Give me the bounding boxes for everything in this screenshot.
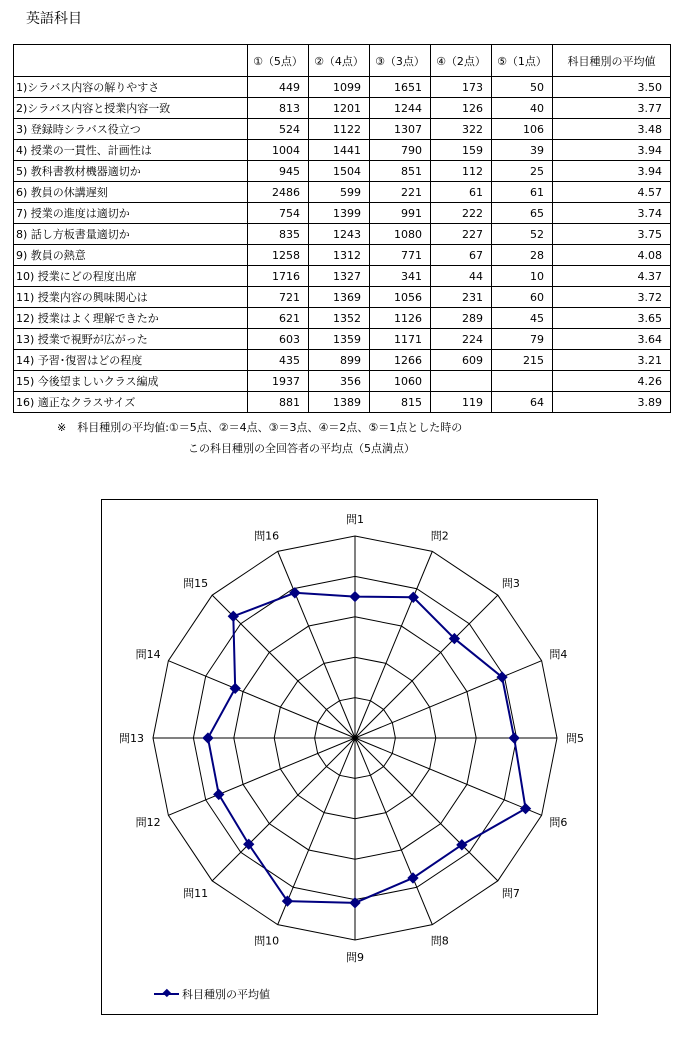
count-3pt: 1056: [370, 287, 431, 308]
col-header-3pt: ③（3点）: [370, 45, 431, 77]
count-5pt: 835: [248, 224, 309, 245]
count-5pt: 603: [248, 329, 309, 350]
count-3pt: 815: [370, 392, 431, 413]
table-row: [14, 98, 671, 119]
legend-marker-icon: [163, 989, 171, 997]
count-2pt: 227: [431, 224, 492, 245]
row-average: 3.94: [553, 140, 671, 161]
count-4pt: 1389: [309, 392, 370, 413]
count-1pt: 106: [492, 119, 553, 140]
col-header-4pt: ②（4点）: [309, 45, 370, 77]
count-5pt: 1258: [248, 245, 309, 266]
count-4pt: 1201: [309, 98, 370, 119]
axis-label: 問7: [501, 886, 520, 900]
count-2pt: 222: [431, 203, 492, 224]
footnote-line-2: この科目種別の全回答者の平均点（5点満点）: [188, 442, 415, 455]
count-4pt: 1312: [309, 245, 370, 266]
count-2pt: 61: [431, 182, 492, 203]
count-2pt: 322: [431, 119, 492, 140]
table-row: [14, 182, 671, 203]
table-row: [14, 77, 671, 98]
row-label: 8) 話し方板書量適切か: [14, 224, 248, 245]
row-label: 4) 授業の一貫性、計画性は: [14, 140, 248, 161]
count-1pt: [492, 371, 553, 392]
row-average: 3.77: [553, 98, 671, 119]
table-row: [14, 140, 671, 161]
count-2pt: 173: [431, 77, 492, 98]
table-row: [14, 329, 671, 350]
count-5pt: 524: [248, 119, 309, 140]
count-2pt: 126: [431, 98, 492, 119]
chart-legend: [154, 987, 270, 1001]
radar-chart: [102, 500, 599, 1016]
axis-label: 問11: [183, 886, 209, 900]
count-3pt: 1244: [370, 98, 431, 119]
data-point-marker: [202, 732, 213, 743]
row-label: 2)シラバス内容と授業内容一致: [14, 98, 248, 119]
row-label: 6) 教員の休講遅刻: [14, 182, 248, 203]
table-row: [14, 287, 671, 308]
data-point-marker: [407, 872, 418, 883]
count-4pt: 1504: [309, 161, 370, 182]
count-3pt: 1307: [370, 119, 431, 140]
count-5pt: 2486: [248, 182, 309, 203]
row-label: 1)シラバス内容の解りやすさ: [14, 77, 248, 98]
row-average: 3.50: [553, 77, 671, 98]
row-average: 4.08: [553, 245, 671, 266]
count-2pt: 119: [431, 392, 492, 413]
count-3pt: 341: [370, 266, 431, 287]
row-label: 7) 授業の進度は適切か: [14, 203, 248, 224]
axis-label: 問2: [430, 529, 449, 543]
table-header-row: [14, 45, 671, 77]
row-label: 10) 授業にどの程度出席: [14, 266, 248, 287]
results-table: [13, 44, 671, 413]
table-row: [14, 224, 671, 245]
axis-label: 問10: [254, 934, 280, 948]
count-3pt: 221: [370, 182, 431, 203]
data-point-marker: [509, 732, 520, 743]
table-row: [14, 350, 671, 371]
axis-label: 問8: [430, 934, 449, 948]
count-3pt: 1060: [370, 371, 431, 392]
count-4pt: 1399: [309, 203, 370, 224]
count-3pt: 851: [370, 161, 431, 182]
axis-spoke: [278, 738, 355, 925]
row-average: 3.21: [553, 350, 671, 371]
row-label: 15) 今後望ましいクラス編成: [14, 371, 248, 392]
axis-spoke: [355, 595, 498, 738]
data-point-marker: [230, 683, 241, 694]
axis-spoke: [355, 738, 542, 815]
col-header-average: 科目種別の平均値: [553, 45, 671, 77]
count-4pt: 1099: [309, 77, 370, 98]
count-1pt: 40: [492, 98, 553, 119]
count-1pt: 50: [492, 77, 553, 98]
data-point-marker: [213, 789, 224, 800]
row-label: 9) 教員の熱意: [14, 245, 248, 266]
count-5pt: 754: [248, 203, 309, 224]
count-5pt: 621: [248, 308, 309, 329]
count-1pt: 64: [492, 392, 553, 413]
row-average: 4.37: [553, 266, 671, 287]
axis-label: 問1: [346, 513, 364, 526]
count-3pt: 991: [370, 203, 431, 224]
axis-label: 問3: [501, 577, 520, 591]
count-5pt: 813: [248, 98, 309, 119]
data-point-marker: [349, 591, 360, 602]
count-4pt: 356: [309, 371, 370, 392]
axis-label: 問13: [119, 732, 144, 745]
col-header-5pt: ①（5点）: [248, 45, 309, 77]
count-4pt: 1369: [309, 287, 370, 308]
radar-chart-frame: [101, 499, 598, 1015]
count-2pt: 67: [431, 245, 492, 266]
count-3pt: 1651: [370, 77, 431, 98]
axis-label: 問6: [549, 815, 568, 829]
axis-label: 問15: [183, 577, 209, 591]
axis-spoke: [278, 551, 355, 738]
count-4pt: 1243: [309, 224, 370, 245]
count-1pt: 215: [492, 350, 553, 371]
axis-label: 問9: [346, 951, 364, 964]
axis-label: 問12: [135, 815, 161, 829]
count-5pt: 945: [248, 161, 309, 182]
row-average: 3.74: [553, 203, 671, 224]
count-4pt: 1327: [309, 266, 370, 287]
count-2pt: 224: [431, 329, 492, 350]
count-2pt: [431, 371, 492, 392]
count-5pt: 881: [248, 392, 309, 413]
row-label: 3) 登録時シラバス役立つ: [14, 119, 248, 140]
axis-label: 問4: [549, 648, 568, 662]
row-label: 14) 予習･復習はどの程度: [14, 350, 248, 371]
count-4pt: 1441: [309, 140, 370, 161]
count-5pt: 1004: [248, 140, 309, 161]
row-average: 3.65: [553, 308, 671, 329]
row-average: 3.64: [553, 329, 671, 350]
series-line: [208, 593, 526, 903]
count-2pt: 44: [431, 266, 492, 287]
data-point-marker: [289, 587, 300, 598]
row-average: 3.72: [553, 287, 671, 308]
count-3pt: 1126: [370, 308, 431, 329]
axis-spoke: [168, 738, 355, 815]
axis-spoke: [168, 661, 355, 738]
axis-label: 問16: [254, 529, 280, 543]
count-1pt: 65: [492, 203, 553, 224]
table-row: [14, 203, 671, 224]
table-row: [14, 392, 671, 413]
row-average: 3.48: [553, 119, 671, 140]
data-point-marker: [520, 803, 531, 814]
count-5pt: 1937: [248, 371, 309, 392]
count-1pt: 61: [492, 182, 553, 203]
footnote-line-1: ※ 科目種別の平均値:①＝5点、②＝4点、③＝3点、④＝2点、⑤＝1点とした時の: [57, 421, 463, 434]
row-label: 11) 授業内容の興味関心は: [14, 287, 248, 308]
count-1pt: 60: [492, 287, 553, 308]
count-2pt: 112: [431, 161, 492, 182]
count-4pt: 1352: [309, 308, 370, 329]
table-row: [14, 308, 671, 329]
count-1pt: 25: [492, 161, 553, 182]
count-1pt: 79: [492, 329, 553, 350]
table-row: [14, 266, 671, 287]
count-5pt: 1716: [248, 266, 309, 287]
count-3pt: 1171: [370, 329, 431, 350]
row-average: 4.26: [553, 371, 671, 392]
axis-spoke: [355, 551, 432, 738]
center-dot: [353, 736, 358, 741]
col-header-1pt: ⑤（1点）: [492, 45, 553, 77]
count-4pt: 1359: [309, 329, 370, 350]
page-title: 英語科目: [26, 11, 82, 27]
axis-spoke: [355, 738, 432, 925]
row-label: 5) 教科書教材機器適切か: [14, 161, 248, 182]
col-header-2pt: ④（2点）: [431, 45, 492, 77]
count-4pt: 899: [309, 350, 370, 371]
count-1pt: 28: [492, 245, 553, 266]
count-1pt: 10: [492, 266, 553, 287]
count-5pt: 449: [248, 77, 309, 98]
count-3pt: 771: [370, 245, 431, 266]
row-average: 4.57: [553, 182, 671, 203]
count-3pt: 790: [370, 140, 431, 161]
count-5pt: 721: [248, 287, 309, 308]
row-average: 3.94: [553, 161, 671, 182]
count-1pt: 39: [492, 140, 553, 161]
axis-spoke: [355, 738, 498, 881]
axis-label: 問14: [135, 648, 161, 662]
row-label: 13) 授業で視野が広がった: [14, 329, 248, 350]
count-2pt: 289: [431, 308, 492, 329]
table-row: [14, 371, 671, 392]
radar-series: [202, 587, 531, 908]
table-row: [14, 161, 671, 182]
count-2pt: 231: [431, 287, 492, 308]
col-header-item: [14, 45, 248, 77]
count-1pt: 52: [492, 224, 553, 245]
axis-spoke: [355, 661, 542, 738]
count-4pt: 1122: [309, 119, 370, 140]
table-row: [14, 119, 671, 140]
count-2pt: 609: [431, 350, 492, 371]
count-4pt: 599: [309, 182, 370, 203]
count-2pt: 159: [431, 140, 492, 161]
axis-spoke: [212, 738, 355, 881]
data-point-marker: [282, 895, 293, 906]
count-3pt: 1266: [370, 350, 431, 371]
count-1pt: 45: [492, 308, 553, 329]
count-3pt: 1080: [370, 224, 431, 245]
axis-label: 問5: [566, 732, 584, 745]
count-5pt: 435: [248, 350, 309, 371]
row-average: 3.75: [553, 224, 671, 245]
table-row: [14, 245, 671, 266]
row-label: 16) 適正なクラスサイズ: [14, 392, 248, 413]
legend-label: 科目種別の平均値: [182, 988, 270, 1001]
row-label: 12) 授業はよく理解できたか: [14, 308, 248, 329]
row-average: 3.89: [553, 392, 671, 413]
